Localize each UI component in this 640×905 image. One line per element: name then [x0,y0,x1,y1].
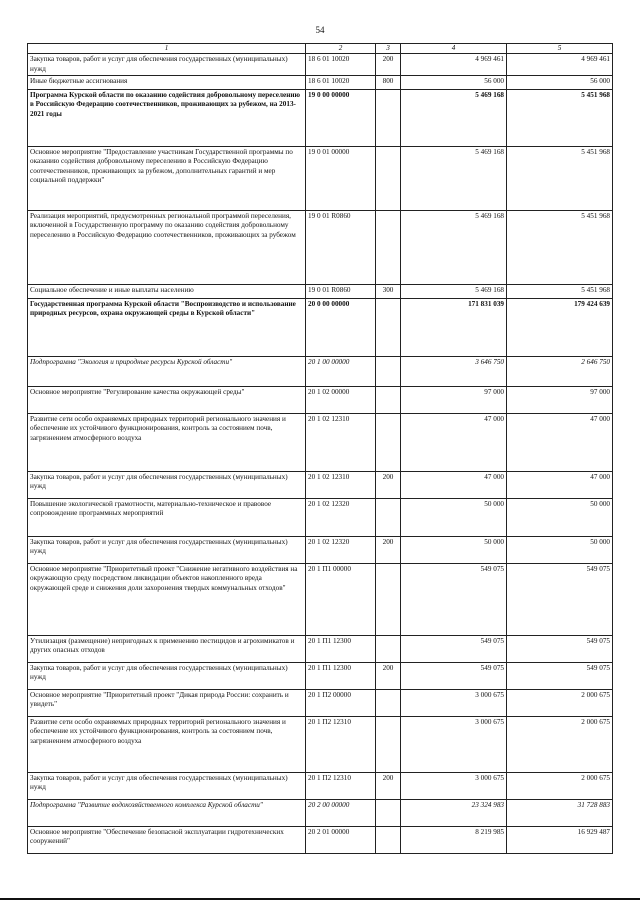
cell-sum-year1: 5 469 168 [401,211,507,285]
cell-sum-year2: 549 075 [507,636,613,663]
page-bottom-rule [0,898,640,900]
cell-sum-year2: 549 075 [507,564,613,636]
header-col-5: 5 [507,44,613,54]
cell-code: 20 2 01 00000 [306,827,376,854]
cell-expense-type [376,827,401,854]
cell-sum-year2: 47 000 [507,414,613,472]
cell-sum-year1: 47 000 [401,472,507,499]
cell-code: 20 1 П1 12300 [306,663,376,690]
cell-sum-year2: 2 000 675 [507,773,613,800]
table-row [28,54,613,76]
header-col-2: 2 [306,44,376,54]
cell-name: Основное мероприятие "Приоритетный проект "Дикая природа России: сохранить и увидеть" [28,690,306,717]
table-row [28,663,613,690]
table-row [28,147,613,211]
cell-sum-year2: 16 929 487 [507,827,613,854]
cell-sum-year2: 50 000 [507,537,613,564]
cell-name: Развитие сети особо охраняемых природных территорий регионального значения и обеспечение их устойчивого функционирования, контроль за состоянием почв, загрязнением атмосферного воздуха [28,717,306,773]
cell-sum-year2: 2 000 675 [507,717,613,773]
cell-sum-year1: 50 000 [401,537,507,564]
cell-sum-year2: 5 451 968 [507,211,613,285]
cell-expense-type: 200 [376,472,401,499]
table-row [28,387,613,414]
cell-name: Основное мероприятие "Регулирование качества окружающей среды" [28,387,306,414]
cell-code: 19 0 01 R0860 [306,211,376,285]
cell-sum-year1: 97 000 [401,387,507,414]
cell-sum-year1: 8 219 985 [401,827,507,854]
header-col-4: 4 [401,44,507,54]
table-row [28,499,613,537]
cell-code: 20 1 02 12310 [306,472,376,499]
cell-code: 20 1 02 12310 [306,414,376,472]
cell-name: Подпрограмма "Экология и природные ресурсы Курской области" [28,357,306,387]
cell-name: Повышение экологической грамотности, материально-техническое и правовое сопровождение программных мероприятий [28,499,306,537]
cell-name: Закупка товаров, работ и услуг для обеспечения государственных (муниципальных) нужд [28,773,306,800]
cell-sum-year1: 3 000 675 [401,773,507,800]
cell-code: 20 1 П2 12310 [306,717,376,773]
cell-name: Закупка товаров, работ и услуг для обеспечения государственных (муниципальных) нужд [28,472,306,499]
cell-sum-year2: 56 000 [507,76,613,90]
cell-name: Закупка товаров, работ и услуг для обеспечения государственных (муниципальных) нужд [28,663,306,690]
cell-code: 19 0 00 00000 [306,90,376,147]
cell-code: 20 0 00 00000 [306,299,376,357]
cell-sum-year2: 97 000 [507,387,613,414]
cell-expense-type [376,800,401,827]
cell-code: 18 6 01 10020 [306,76,376,90]
cell-code: 20 1 П1 00000 [306,564,376,636]
cell-name: Закупка товаров, работ и услуг для обеспечения государственных (муниципальных) нужд [28,537,306,564]
cell-sum-year1: 5 469 168 [401,285,507,299]
cell-sum-year1: 4 969 461 [401,54,507,76]
table-row [28,299,613,357]
cell-expense-type [376,636,401,663]
cell-name: Социальное обеспечение и иные выплаты населению [28,285,306,299]
cell-sum-year2: 5 451 968 [507,285,613,299]
cell-name: Иные бюджетные ассигнования [28,76,306,90]
cell-expense-type [376,564,401,636]
header-col-3: 3 [376,44,401,54]
cell-expense-type: 800 [376,76,401,90]
cell-expense-type [376,147,401,211]
cell-expense-type: 300 [376,285,401,299]
cell-name: Утилизация (размещение) непригодных к применению пестицидов и агрохимикатов и других опасных отходов [28,636,306,663]
cell-name: Программа Курской области по оказанию содействия добровольному переселению в Российскую Федерацию соотечественников, проживающих за рубежом, на 2013-2021 годы [28,90,306,147]
cell-code: 20 1 02 12320 [306,537,376,564]
cell-sum-year2: 50 000 [507,499,613,537]
cell-expense-type [376,299,401,357]
cell-sum-year2: 2 000 675 [507,690,613,717]
cell-name: Основное мероприятие "Предоставление участникам Государственной программы по оказанию содействия добровольному переселению в Российскую Федерацию соотечественников, проживающих за рубежом, дополнительных гарантий и мер социальной поддержки" [28,147,306,211]
cell-sum-year2: 5 451 968 [507,147,613,211]
table-row [28,537,613,564]
table-row [28,717,613,773]
cell-name: Основное мероприятие "Приоритетный проект "Снижение негативного воздействия на окружающую среду посредством ликвидации объектов накопленного вреда окружающей среде и снижения доли захоронения твердых коммунальных отходов" [28,564,306,636]
header-col-1: 1 [28,44,306,54]
cell-expense-type: 200 [376,54,401,76]
cell-name: Развитие сети особо охраняемых природных территорий регионального значения и обеспечение их устойчивого функционирования, контроль за состоянием почв, загрязнением атмосферного воздуха [28,414,306,472]
cell-code: 19 0 01 00000 [306,147,376,211]
cell-code: 19 0 01 R0860 [306,285,376,299]
budget-table [27,43,613,854]
cell-sum-year2: 549 075 [507,663,613,690]
cell-code: 20 1 02 00000 [306,387,376,414]
table-row [28,472,613,499]
cell-code: 20 2 00 00000 [306,800,376,827]
page-number: 54 [315,25,325,35]
cell-sum-year1: 23 324 983 [401,800,507,827]
cell-expense-type [376,357,401,387]
cell-code: 20 1 00 00000 [306,357,376,387]
cell-sum-year1: 56 000 [401,76,507,90]
cell-sum-year1: 3 000 675 [401,717,507,773]
table-header-row [28,44,613,54]
cell-name: Закупка товаров, работ и услуг для обеспечения государственных (муниципальных) нужд [28,54,306,76]
cell-expense-type: 200 [376,773,401,800]
cell-sum-year1: 171 831 039 [401,299,507,357]
cell-expense-type [376,690,401,717]
cell-sum-year2: 2 646 750 [507,357,613,387]
cell-name: Основное мероприятие "Обеспечение безопасной эксплуатации гидротехнических сооружений" [28,827,306,854]
cell-sum-year1: 549 075 [401,636,507,663]
cell-name: Реализация мероприятий, предусмотренных региональной программой переселения, включенной в Государственную программу по оказанию содействия добровольному переселению в Российскую Федерацию соотечественников, проживающих за рубежом [28,211,306,285]
table-row [28,636,613,663]
cell-expense-type [376,717,401,773]
cell-code: 20 1 02 12320 [306,499,376,537]
cell-sum-year2: 4 969 461 [507,54,613,76]
cell-sum-year2: 47 000 [507,472,613,499]
cell-sum-year1: 50 000 [401,499,507,537]
cell-expense-type [376,499,401,537]
cell-sum-year1: 549 075 [401,663,507,690]
cell-expense-type [376,414,401,472]
cell-name: Государственная программа Курской области "Воспроизводство и использование природных ресурсов, охрана окружающей среды в Курской области" [28,299,306,357]
table-row [28,76,613,90]
table-row [28,800,613,827]
cell-sum-year1: 3 000 675 [401,690,507,717]
cell-code: 18 6 01 10020 [306,54,376,76]
cell-name: Подпрограмма "Развитие водохозяйственного комплекса Курской области" [28,800,306,827]
cell-code: 20 1 П2 12310 [306,773,376,800]
cell-code: 20 1 П1 12300 [306,636,376,663]
cell-expense-type [376,90,401,147]
cell-expense-type [376,387,401,414]
cell-sum-year1: 5 469 168 [401,90,507,147]
table-row [28,773,613,800]
table-row [28,827,613,854]
cell-sum-year1: 47 000 [401,414,507,472]
cell-sum-year2: 5 451 968 [507,90,613,147]
cell-sum-year1: 549 075 [401,564,507,636]
cell-sum-year2: 179 424 639 [507,299,613,357]
table-row [28,414,613,472]
table-row [28,285,613,299]
table-row [28,90,613,147]
cell-sum-year2: 31 728 883 [507,800,613,827]
table-row [28,564,613,636]
cell-sum-year1: 5 469 168 [401,147,507,211]
table-row [28,211,613,285]
table-row [28,357,613,387]
table-row [28,690,613,717]
cell-sum-year1: 3 646 750 [401,357,507,387]
cell-expense-type: 200 [376,537,401,564]
cell-expense-type [376,211,401,285]
cell-code: 20 1 П2 00000 [306,690,376,717]
cell-expense-type: 200 [376,663,401,690]
